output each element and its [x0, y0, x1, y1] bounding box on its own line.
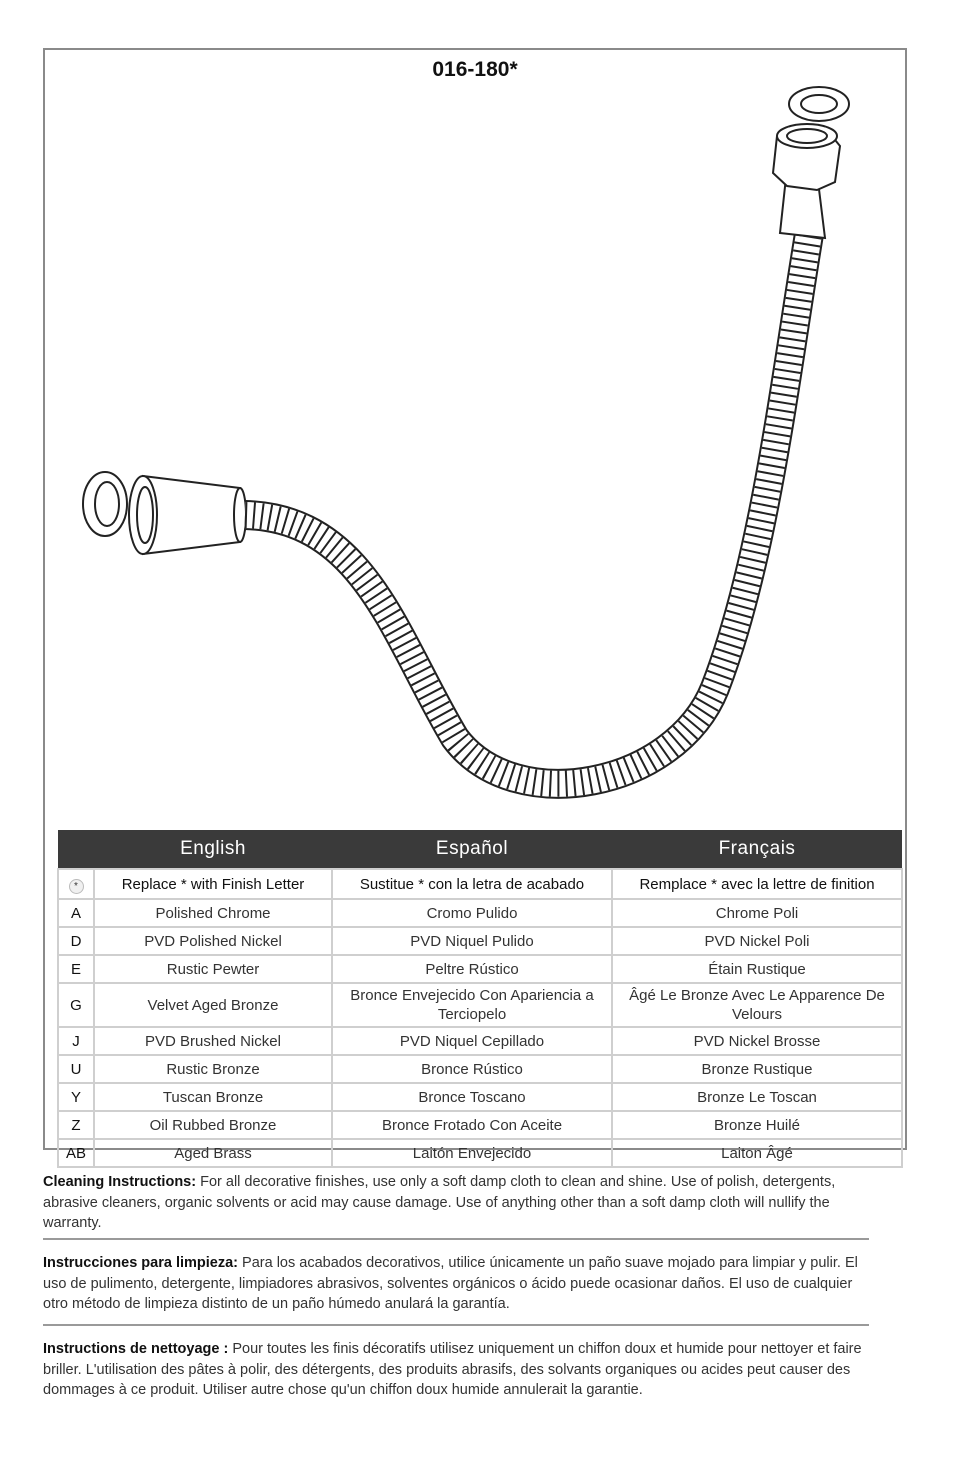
cell-es: Bronce Rústico	[332, 1055, 612, 1083]
table-row	[58, 899, 902, 927]
cell-code: Z	[58, 1111, 94, 1139]
cell-en: Velvet Aged Bronze	[94, 983, 332, 1027]
cell-en: Aged Brass	[94, 1139, 332, 1167]
cell-code: G	[58, 983, 94, 1027]
cell-es: PVD Niquel Pulido	[332, 927, 612, 955]
cleaning-fr-sep: :	[219, 1341, 233, 1357]
cleaning-es-text: Para los acabados decorativos, utilice únicamente un paño suave mojado para limpiar y pulir. El uso de pulimento, detergente, limpiadores abrasivos, solventes orgánicos o ácido puede ocasionar daños. El uso de cualquier otro método de limpieza distinto de un paño húmedo anulará la garantía.	[43, 1255, 858, 1312]
header-francais: Français	[612, 830, 902, 869]
cell-es: Laitón Envejecido	[332, 1139, 612, 1167]
cleaning-fr-label: Instructions de nettoyage	[43, 1341, 220, 1357]
table-row	[58, 1139, 902, 1167]
cleaning-en-label: Cleaning Instructions:	[43, 1174, 197, 1190]
cell-en: Tuscan Bronze	[94, 1083, 332, 1111]
table-row	[58, 955, 902, 983]
cell-fr: Chrome Poli	[612, 899, 902, 927]
cell-es: Peltre Rústico	[332, 955, 612, 983]
divider	[43, 1238, 869, 1240]
cell-en: PVD Polished Nickel	[94, 927, 332, 955]
left-fitting-drawing	[129, 476, 246, 554]
cell-es: PVD Niquel Cepillado	[332, 1027, 612, 1055]
cell-es: Bronce Frotado Con Aceite	[332, 1111, 612, 1139]
cell-fr: Étain Rustique	[612, 955, 902, 983]
header-code	[58, 830, 94, 869]
cleaning-fr-text: Pour toutes les finis décoratifs utilisez uniquement un chiffon doux et humide pour nettoyer et faire briller. L'utilisation des pâtes à polir, des détergents, des produits abrasifs, des solvants organiques ou acides peut causer des dommages à ce produit. Utiliser autre chose qu'un chiffon doux humide annulerait la garantie.	[43, 1341, 862, 1398]
cell-fr: Âgé Le Bronze Avec Le Apparence De Velours	[612, 983, 902, 1027]
cell-code: D	[58, 927, 94, 955]
table-row	[58, 1083, 902, 1111]
cell-fr: Bronze Huilé	[612, 1111, 902, 1139]
cell-fr: PVD Nickel Brosse	[612, 1027, 902, 1055]
gasket-right-drawing	[789, 87, 849, 121]
gasket-left-drawing	[83, 472, 127, 536]
table-row	[58, 983, 902, 1027]
finish-table	[57, 830, 903, 1168]
cell-es: Bronce Toscano	[332, 1083, 612, 1111]
cleaning-es	[43, 1253, 871, 1315]
part-number: 016-180*	[432, 58, 518, 81]
table-row	[58, 1111, 902, 1139]
cell-en: PVD Brushed Nickel	[94, 1027, 332, 1055]
right-fitting-drawing	[773, 124, 840, 238]
table-row	[58, 1027, 902, 1055]
cell-en: Rustic Pewter	[94, 955, 332, 983]
cell-es: Sustitue * con la letra de acabado	[332, 869, 612, 899]
cell-code: A	[58, 899, 94, 927]
cell-code: J	[58, 1027, 94, 1055]
divider	[43, 1324, 869, 1326]
cell-fr: Remplace * avec la lettre de finition	[612, 869, 902, 899]
cell-es: Bronce Envejecido Con Apariencia a Terciopelo	[332, 983, 612, 1027]
header-espanol: Español	[332, 830, 612, 869]
cell-es: Cromo Pulido	[332, 899, 612, 927]
cell-code: Y	[58, 1083, 94, 1111]
cell-code: E	[58, 955, 94, 983]
cleaning-en-text: For all decorative finishes, use only a soft damp cloth to clean and shine. Use of polish, detergents, abrasive cleaners, organic solvents or acid may cause damage. Use of anything other than a soft damp cloth will nullify the warranty.	[43, 1174, 836, 1231]
cell-fr: Bronze Le Toscan	[612, 1083, 902, 1111]
hose-illustration	[65, 78, 885, 838]
cell-fr: PVD Nickel Poli	[612, 927, 902, 955]
cell-fr: Laiton Âgé	[612, 1139, 902, 1167]
header-english: English	[94, 830, 332, 869]
table-row	[58, 1055, 902, 1083]
cell-en: Replace * with Finish Letter	[94, 869, 332, 899]
cleaning-es-label: Instrucciones para limpieza:	[43, 1255, 239, 1271]
cell-code: AB	[58, 1139, 94, 1167]
asterisk-badge: *	[69, 879, 84, 894]
cell-en: Rustic Bronze	[94, 1055, 332, 1083]
cell-fr: Bronze Rustique	[612, 1055, 902, 1083]
table-header	[58, 830, 902, 869]
cleaning-fr	[43, 1339, 871, 1401]
cleaning-en	[43, 1172, 871, 1234]
table-row	[58, 869, 902, 899]
diagram-frame	[43, 48, 907, 1162]
cell-code: U	[58, 1055, 94, 1083]
cell-en: Oil Rubbed Bronze	[94, 1111, 332, 1139]
cell-en: Polished Chrome	[94, 899, 332, 927]
hose-outer-drawing	[245, 228, 810, 784]
table-row	[58, 927, 902, 955]
cell-code	[58, 869, 94, 899]
